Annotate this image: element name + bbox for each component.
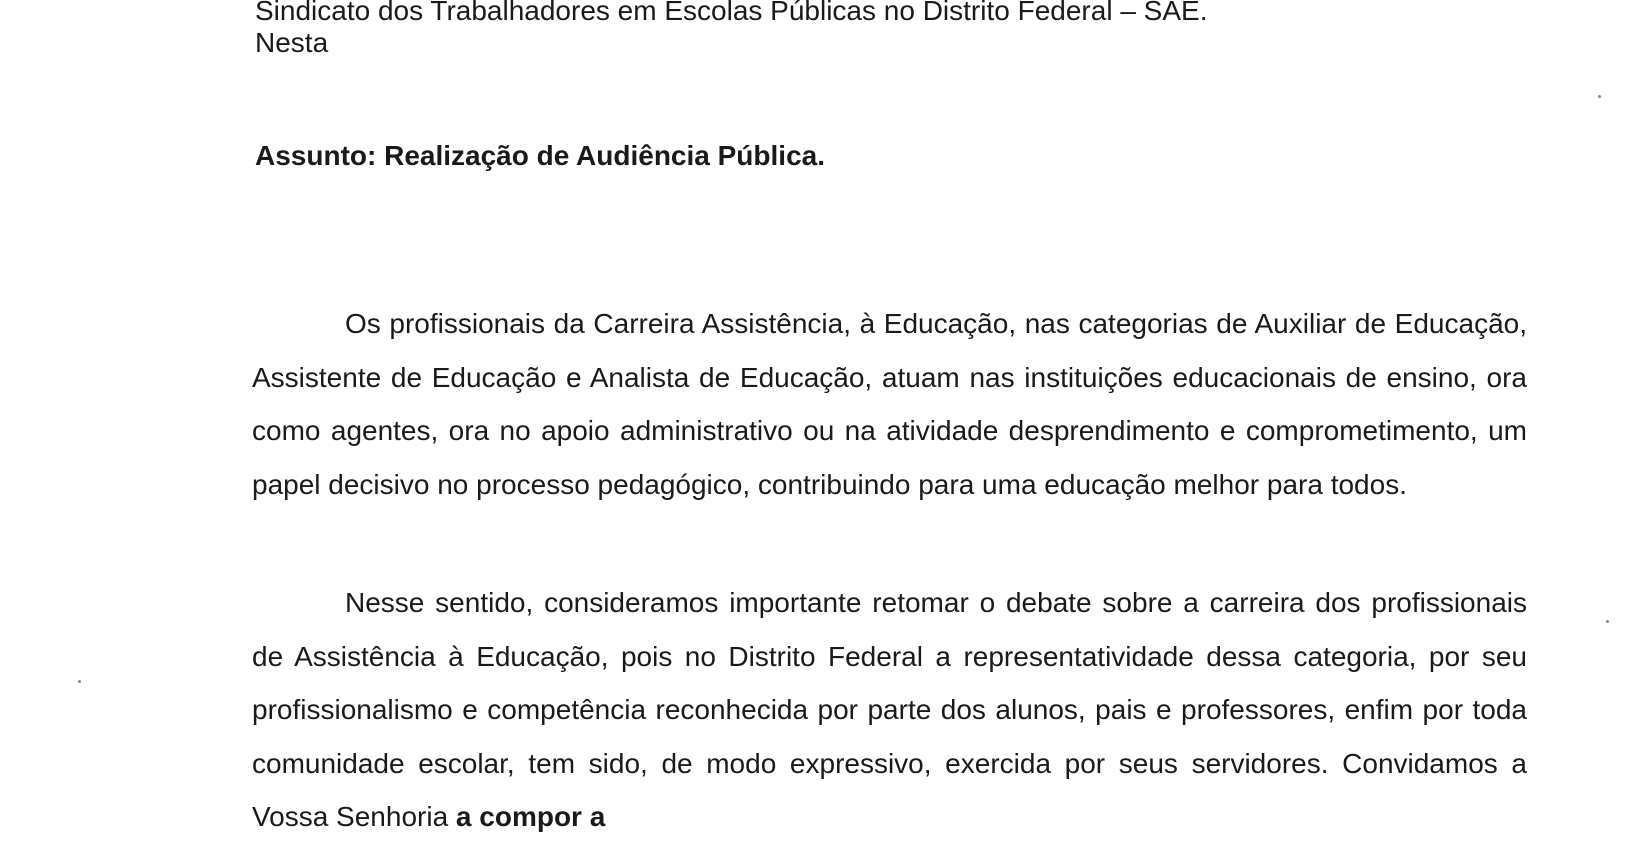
body-paragraph-1 [252, 297, 1527, 511]
subject-line: Assunto: Realização de Audiência Pública. [255, 140, 825, 171]
paragraph-2-text [252, 576, 1527, 844]
body-paragraph-2 [252, 576, 1527, 844]
paragraph-2-body: Nesse sentido, consideramos importante retomar o debate sobre a carreira dos profissionais de Assistência à Educação, pois no Distrito Federal a representatividade dessa categoria, por seu profissionalismo e competência reconhecida por parte dos alunos, pais e professores, enfim por toda comunidade escolar, tem sido, de modo expressivo, exercida por seus servidores. Convidamos a Vossa Senhoria [252, 587, 1527, 832]
recipient-organization: Sindicato dos Trabalhadores em Escolas Públicas no Distrito Federal – SAE. [255, 0, 1208, 26]
scan-speck [78, 680, 81, 683]
paragraph-2-bold-phrase: a compor a [455, 801, 606, 832]
scan-speck [1598, 95, 1601, 98]
scan-speck [1606, 620, 1609, 623]
recipient-location: Nesta [255, 27, 329, 58]
paragraph-1-text: Os profissionais da Carreira Assistência, à Educação, nas categorias de Auxiliar de Educação, Assistente de Educação e Analista de Educação, atuam nas instituições educacionais de ensino, ora como agentes, ora no apoio administrativo ou na atividade desprendimento e comprometimento, um papel decisivo no processo pedagógico, contribuindo para uma educação melhor para todos. [252, 308, 1527, 500]
